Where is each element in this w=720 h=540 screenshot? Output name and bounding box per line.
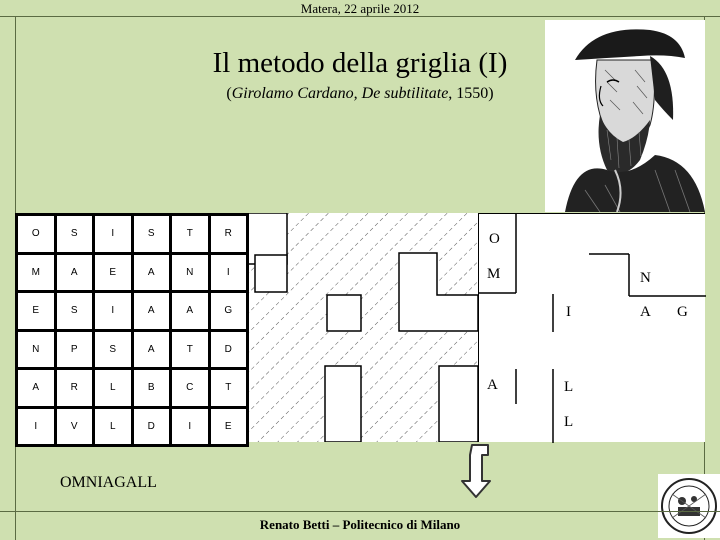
result-lines	[479, 214, 706, 443]
grid-cell: V	[57, 409, 93, 445]
cardan-grille-mask	[249, 213, 478, 442]
grid-cell: A	[172, 293, 208, 329]
subtitle-work: De subtilitate	[361, 85, 449, 102]
grid-cell: A	[57, 255, 93, 291]
result-letter: G	[677, 304, 688, 320]
header-bar	[0, 0, 720, 17]
grid-cell: E	[95, 255, 131, 291]
grid-cell: E	[211, 409, 247, 445]
grid-cell: B	[134, 370, 170, 406]
grid-cell: I	[95, 216, 131, 252]
grid-cell: G	[211, 293, 247, 329]
cardano-portrait	[545, 20, 705, 212]
result-panel	[478, 213, 705, 442]
grid-cell: D	[134, 409, 170, 445]
grid-cell: I	[172, 409, 208, 445]
result-letter: A	[640, 304, 651, 320]
footer-text: Renato Betti – Politecnico di Milano	[259, 517, 461, 532]
result-letter: L	[564, 414, 574, 430]
grid-cell: L	[95, 370, 131, 406]
grid-cell: O	[18, 216, 54, 252]
grid-cell: A	[134, 293, 170, 329]
grid-cell: D	[211, 332, 247, 368]
decoded-message: OMNIAGALL	[60, 474, 157, 491]
down-arrow-icon	[458, 443, 494, 499]
grid-cell: T	[211, 370, 247, 406]
grid-cell: T	[172, 332, 208, 368]
subtitle-author: Girolamo Cardano,	[231, 85, 362, 102]
grid-cell: I	[211, 255, 247, 291]
grid-cell: E	[18, 293, 54, 329]
subtitle-open: (	[226, 85, 232, 102]
result-letter: A	[487, 377, 498, 393]
grid-cell: L	[95, 409, 131, 445]
grid-cell: C	[172, 370, 208, 406]
grid-cell: S	[57, 216, 93, 252]
grid-cell: A	[134, 332, 170, 368]
grid-cell: R	[57, 370, 93, 406]
grid-cell: S	[134, 216, 170, 252]
result-letter: M	[487, 266, 501, 282]
result-letter: N	[640, 270, 651, 286]
grid-cell: M	[18, 255, 54, 291]
grid-cell: A	[18, 370, 54, 406]
result-letter: L	[564, 379, 574, 395]
subtitle-year: , 1550)	[448, 85, 494, 102]
grid-cell: R	[211, 216, 247, 252]
letter-grid	[15, 213, 249, 447]
grid-cell: N	[18, 332, 54, 368]
grid-cell: I	[95, 293, 131, 329]
grid-cell: A	[134, 255, 170, 291]
slide-subtitle	[150, 84, 570, 104]
slide-title: Il metodo della griglia (I)	[212, 47, 508, 79]
grid-cell: S	[57, 293, 93, 329]
result-letter: I	[566, 304, 571, 320]
grid-cell: T	[172, 216, 208, 252]
grid-cell: N	[172, 255, 208, 291]
grid-cell: I	[18, 409, 54, 445]
result-letter: O	[489, 231, 500, 247]
grid-cell: P	[57, 332, 93, 368]
grid-cell: S	[95, 332, 131, 368]
header-text: Matera, 22 aprile 2012	[300, 1, 420, 16]
